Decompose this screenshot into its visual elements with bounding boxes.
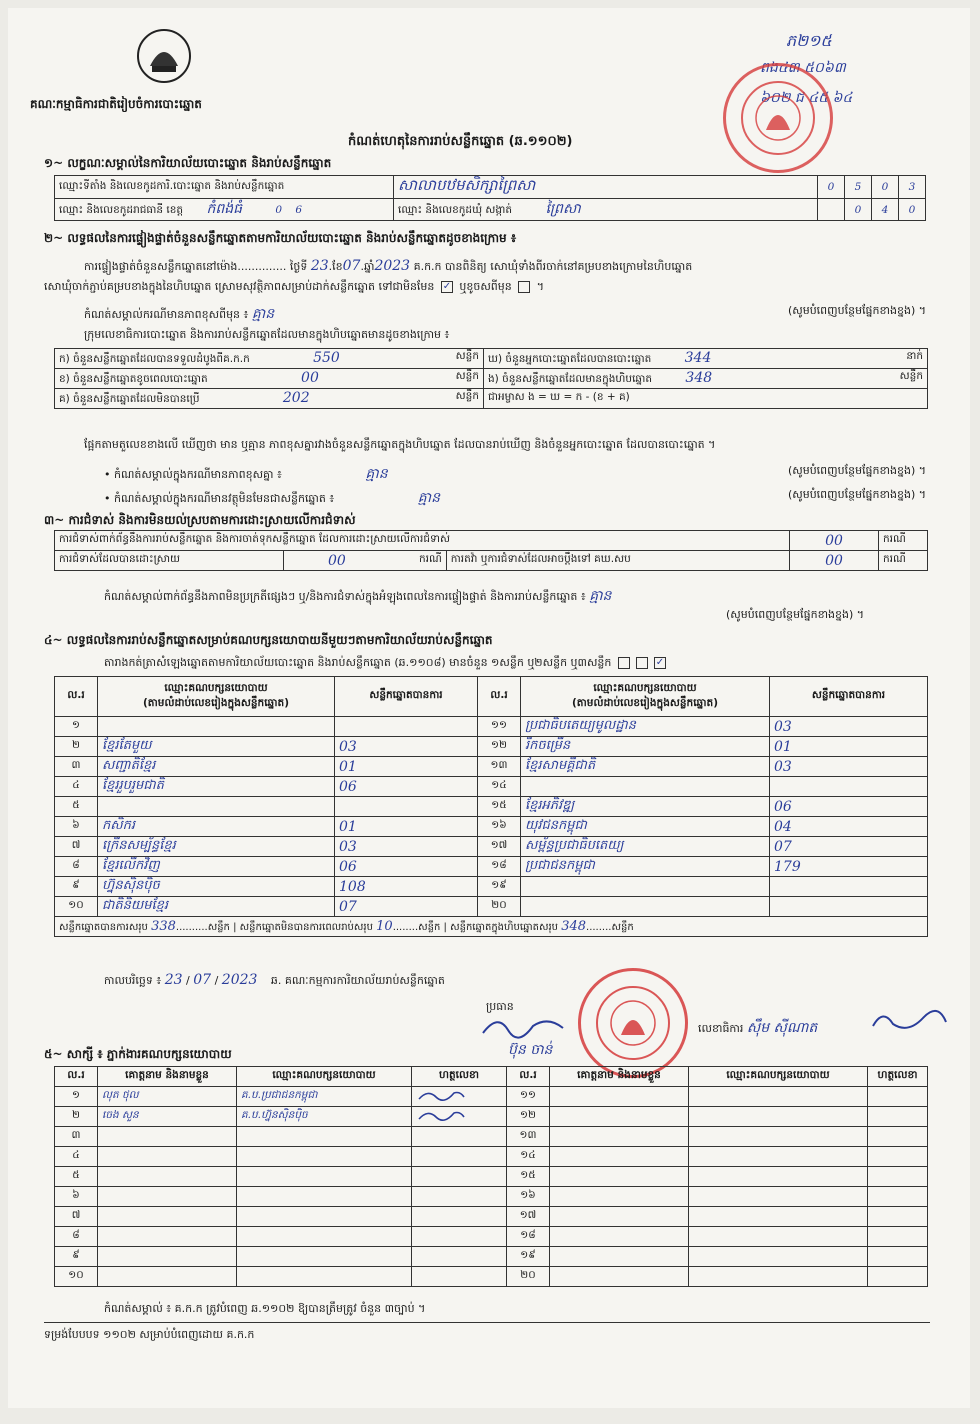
totals-row: សន្លឹកឆ្នោតបានការសរុប 338..........សន្លឹក | សន្លឹកឆ្នោតមិនបានការពេលរាប់សរុប 10........សន្លឹក | សន្លឹកឆ្នោតក្នុងហិបឆ្នោតសរុប 348........សន្លឹក	[55, 917, 928, 937]
col-no: ល.រ	[55, 1067, 98, 1087]
party-name	[98, 797, 335, 817]
witness-signature	[412, 1187, 507, 1207]
valid-total: 338	[151, 918, 176, 934]
ngo-value: 348	[685, 369, 713, 386]
witness-name	[550, 1087, 689, 1107]
results-table	[54, 676, 928, 937]
party-votes	[770, 877, 928, 897]
handwritten-ref-3: ៦០២ ជ ៤៥ ៦៤	[760, 90, 853, 106]
party-no: ១៦	[478, 817, 521, 837]
commune-code-digit: 0	[845, 199, 872, 221]
party-votes: 04	[770, 817, 928, 837]
party-no: ១៨	[478, 857, 521, 877]
results-row	[55, 877, 928, 897]
date-line: កាលបរិច្ឆេទ ៖ 23 / 07 / 2023 ឆ. គណៈកម្មការការិយាល័យរាប់សន្លឹកឆ្នោត	[104, 972, 445, 988]
party-votes: 03	[770, 757, 928, 777]
party-no: ៣	[55, 757, 98, 777]
party-name: ក្រើនសម្ប័ន្ធខ្មែរ	[98, 837, 335, 857]
party-name: រីកចម្រើន	[521, 737, 770, 757]
checkbox-not-broken: ✓	[442, 281, 452, 292]
section4-heading: ៤~ លទ្ធផលនៃការរាប់សន្លឹកឆ្នោតសម្រាប់គណបក្សនយោបាយនីមួយៗតាមការិយាល័យរាប់សន្លឹកឆ្នោត	[44, 633, 493, 647]
witness-signature	[412, 1247, 507, 1267]
witness-signature	[412, 1207, 507, 1227]
party-no: ១៧	[478, 837, 521, 857]
witness-no: ១៧	[507, 1207, 550, 1227]
witness-signature	[868, 1227, 928, 1247]
party-votes: 108	[335, 877, 478, 897]
code-digit: 5	[845, 176, 872, 199]
checkbox-broken	[518, 281, 530, 293]
witness-name	[98, 1147, 237, 1167]
official-stamp-top	[723, 63, 833, 173]
witness-row	[55, 1127, 928, 1147]
col-no: ល.រ	[55, 677, 98, 717]
witness-no: ១៤	[507, 1147, 550, 1167]
section1-heading: ១~ លក្ខណៈសម្គាល់នៃការិយាល័យបោះឆ្នោត និងរាប់សន្លឹកឆ្នោត	[44, 156, 332, 170]
commune-code-digit: 0	[899, 199, 926, 221]
party-no: ៧	[55, 837, 98, 857]
witness-party	[689, 1267, 868, 1287]
party-votes: 01	[335, 757, 478, 777]
intro-line: ក្រុមលេខាធិការបោះឆ្នោត និងការរាប់សន្លឹកឆ្នោតដែលមានក្នុងហិបឆ្នោតមានដូចខាងក្រោម ៖	[84, 328, 450, 341]
form-note: ទម្រង់បែបបទ ១១០២ សម្រាប់បំពេញដោយ គ.ក.ក	[44, 1328, 255, 1341]
party-votes: 03	[770, 717, 928, 737]
witness-no: ៩	[55, 1247, 98, 1267]
seal-check-line: សោឃុំចាក់ភ្ជាប់គម្របខាងក្នុងនៃហិបឆ្នោត ស្រោមសុវត្ថិភាពសម្រាប់ដាក់សន្លឹកឆ្នោត ទៅជាមិនមែន ✓ ឬខូចសពីមុន ។	[44, 280, 545, 293]
diff-line: ផ្អែកតាមតួលេខខាងលើ ឃើញថា មាន ឬគ្មាន ភាពខុសគ្នារវាងចំនួនសន្លឹកឆ្នោតក្នុងហិបឆ្នោត ដែលបានរាប់ឃើញ និងចំនួនអ្នកបោះឆ្នោត ដែលបានបោះឆ្នោត ។	[84, 438, 716, 451]
witness-name	[98, 1267, 237, 1287]
party-name	[98, 717, 335, 737]
footer-note: កំណត់សម្គាល់ ៖ គ.ក.ក ត្រូវបំពេញ ឆ.១១០២ ឱ្យបានត្រឹមត្រូវ ចំនួន ៣ច្បាប់ ។	[104, 1302, 426, 1315]
verify-time-line: ការផ្ទៀងផ្ទាត់ចំនួនសន្លឹកឆ្នោតនៅម៉ោង.............. ថ្ងៃទី 23.ខែ07.ឆ្នាំ2023 គ.ក.ក បានពិនិត្យ សោឃុំទាំងពីរចាក់នៅគម្របខាងក្រោមនៃហិបឆ្នោត	[84, 258, 693, 274]
party-votes: 06	[770, 797, 928, 817]
appeal-value: 00	[790, 551, 879, 571]
party-no: ១០	[55, 897, 98, 917]
witness-name: លុត ថុល	[98, 1087, 237, 1107]
witness-signature	[868, 1267, 928, 1287]
witness-row	[55, 1267, 928, 1287]
witness-party: គ.ប.ប្រជាជនកម្ពុជា	[237, 1087, 412, 1107]
box-total: 348	[561, 918, 587, 934]
witness-party	[237, 1247, 412, 1267]
witness-no: ២០	[507, 1267, 550, 1287]
witness-no: ១៦	[507, 1187, 550, 1207]
witness-party	[689, 1107, 868, 1127]
witness-signature	[868, 1247, 928, 1267]
witness-signature	[868, 1107, 928, 1127]
witness-signature	[868, 1127, 928, 1147]
results-row	[55, 737, 928, 757]
witness-name	[550, 1247, 689, 1267]
witness-row	[55, 1247, 928, 1267]
witness-no: ១	[55, 1087, 98, 1107]
unit-case: ករណី	[879, 551, 928, 571]
form-title: កំណត់ហេតុនៃការរាប់សន្លឹកឆ្នោត (ឆ.១១០២)	[348, 134, 573, 149]
results-row	[55, 897, 928, 917]
results-row	[55, 797, 928, 817]
party-no: ១៣	[478, 757, 521, 777]
witness-name	[98, 1187, 237, 1207]
witness-party	[237, 1267, 412, 1287]
party-no: ១២	[478, 737, 521, 757]
section3-fill-note: (សូមបំពេញបន្ថែមផ្នែកខាងខ្នង) ។	[726, 608, 865, 621]
nec-logo-icon	[136, 28, 192, 84]
section4-intro: តារាងកត់ត្រាសំឡេងឆ្នោតតាមការិយាល័យបោះឆ្នោត និងរាប់សន្លឹកឆ្នោត (ឆ.១១០៨) មានចំនួន ១សន្លឹក ឬ២សន្លឹក ឬ៣សន្លឹក ✓	[104, 656, 665, 669]
ka-value: 550	[313, 349, 340, 366]
secretary-signature	[868, 1006, 948, 1040]
checkbox-2-sheets	[636, 657, 648, 669]
witness-signature	[412, 1267, 507, 1287]
party-name: ជាតិនិយមខ្មែរ	[98, 897, 335, 917]
footer-divider	[44, 1322, 930, 1323]
party-no: ១៥	[478, 797, 521, 817]
secretary-line: លេខាធិការ ស៊ឹម ស៊ីណាត	[698, 1020, 818, 1036]
invalid-total: 10	[376, 918, 393, 934]
witness-row	[55, 1167, 928, 1187]
party-no: ៩	[55, 877, 98, 897]
witness-signature	[412, 1147, 507, 1167]
witness-signature	[868, 1087, 928, 1107]
bullet-diff: • កំណត់សម្គាល់ក្នុងករណីមានភាពខុសគ្នា ៖ គ្មាន (សូមបំពេញបន្ថែមផ្នែកខាងខ្នង) ។	[104, 464, 926, 482]
party-no: ៥	[55, 797, 98, 817]
witness-name	[550, 1147, 689, 1167]
witness-signature	[868, 1147, 928, 1167]
witness-signature	[868, 1167, 928, 1187]
witness-party	[237, 1207, 412, 1227]
bullet-objects: • កំណត់សម្គាល់ក្នុងករណីមានវត្ថុមិនមែនជាសន្លឹកឆ្នោត ៖ គ្មាន (សូមបំពេញបន្ថែមផ្នែកខាងខ្នង) ។	[104, 488, 926, 506]
witness-signature	[412, 1087, 507, 1107]
results-row	[55, 717, 928, 737]
col-party: ឈ្មោះគណបក្សនយោបាយ (តាមលំដាប់លេខរៀងក្នុងសន្លឹកឆ្នោត)	[98, 677, 335, 717]
party-votes	[770, 777, 928, 797]
party-name: សម្ព័ន្ធប្រជាធិបតេយ្យ	[521, 837, 770, 857]
chair-label: ប្រធាន	[486, 1000, 514, 1013]
party-name: ខ្មែររួបរួមជាតិ	[98, 777, 335, 797]
party-name: ហ្វ៊ុនស៊ិនប៉ិច	[98, 877, 335, 897]
party-votes: 01	[335, 817, 478, 837]
witness-no: ១១	[507, 1087, 550, 1107]
col-sign: ហត្ថលេខា	[868, 1067, 928, 1087]
party-name: កសិករ	[98, 817, 335, 837]
witness-party	[689, 1207, 868, 1227]
witness-no: ៨	[55, 1227, 98, 1247]
col-votes: សន្លឹកឆ្នោតបានការ	[335, 677, 478, 717]
witness-name	[550, 1227, 689, 1247]
witness-name	[550, 1207, 689, 1227]
code-digit: 0	[872, 176, 899, 199]
results-row	[55, 757, 928, 777]
kho-value: 344	[684, 349, 712, 366]
results-row	[55, 817, 928, 837]
col-no: ល.រ	[507, 1067, 550, 1087]
witness-party	[689, 1127, 868, 1147]
witness-name	[550, 1267, 689, 1287]
location-label: ឈ្មោះទីតាំង និងលេខកូដការិ.បោះឆ្នោត និងរាប់សន្លឹកឆ្នោត	[55, 176, 394, 199]
party-votes	[335, 717, 478, 737]
witness-row	[55, 1087, 928, 1107]
year-value: 2023	[374, 258, 411, 274]
official-stamp-bottom	[578, 968, 688, 1078]
commune-code-digit: 4	[872, 199, 899, 221]
witness-name	[550, 1107, 689, 1127]
party-name: ខ្មែរលើកវិញ	[98, 857, 335, 877]
witness-name	[98, 1247, 237, 1267]
witness-no: ៣	[55, 1127, 98, 1147]
witness-no: ៦	[55, 1187, 98, 1207]
witness-row	[55, 1147, 928, 1167]
section3-note: កំណត់សម្គាល់ពាក់ព័ន្ធនឹងភាពមិនប្រក្រតីផ្សេងៗ ឬ/និងការជំទាស់ក្នុងអំឡុងពេលនៃការផ្ទៀងផ្ទាត់ និងការរាប់សន្លឹកឆ្នោត ៖ គ្មាន	[104, 588, 612, 604]
witness-row	[55, 1187, 928, 1207]
appeal-label: ការតវ៉ា ឬការជំទាស់ដែលអាចប្តឹងទៅ គឃ.សប	[446, 551, 789, 571]
witness-party	[689, 1087, 868, 1107]
party-votes: 07	[335, 897, 478, 917]
party-no: ២	[55, 737, 98, 757]
witness-party	[689, 1247, 868, 1267]
col-sign: ហត្ថលេខា	[412, 1067, 507, 1087]
ka-row: ក) ចំនួនសន្លឹកឆ្នោតដែលបានទទួលដំបូងពីគ.ក.ក 550 សន្លឹក	[55, 349, 484, 369]
party-name	[521, 877, 770, 897]
witness-party	[689, 1227, 868, 1247]
witness-row	[55, 1227, 928, 1247]
party-name: ខ្មែរអភិវឌ្ឍ	[521, 797, 770, 817]
party-no: ៤	[55, 777, 98, 797]
witness-row	[55, 1107, 928, 1127]
section5-heading: ៥~ សាក្សី ៖ ភ្នាក់ងារគណបក្សនយោបាយ	[44, 1047, 232, 1061]
party-name	[521, 777, 770, 797]
party-name: ប្រជាធិបតេយ្យមូលដ្ឋាន	[521, 717, 770, 737]
checkbox-3-sheets: ✓	[655, 657, 665, 668]
witness-signature	[868, 1187, 928, 1207]
province-label: ឈ្មោះ និងលេខកូដរាជធានី ខេត្ត កំពង់ធំ 0 6	[55, 199, 394, 221]
ko-row: គ) ចំនួនសន្លឹកឆ្នោតដែលមិនបានប្រើ 202 សន្លឹក	[55, 389, 484, 409]
party-votes: 06	[335, 777, 478, 797]
resolved-label: ការជំទាស់ដែលបានដោះស្រាយ	[55, 551, 284, 571]
party-no: ៨	[55, 857, 98, 877]
witness-signature	[412, 1227, 507, 1247]
witness-name	[550, 1167, 689, 1187]
handwritten-ref-1: ភ២១៥	[786, 31, 832, 50]
document-page	[8, 8, 970, 1408]
witness-signature	[412, 1167, 507, 1187]
province-value: កំពង់ធំ	[206, 201, 242, 217]
col-no: ល.រ	[478, 677, 521, 717]
code-digit: 3	[899, 176, 926, 199]
party-votes: 01	[770, 737, 928, 757]
party-votes: 07	[770, 837, 928, 857]
results-row	[55, 857, 928, 877]
section2-heading: ២~ លទ្ធផលនៃការផ្ទៀងផ្ទាត់ចំនួនសន្លឹកឆ្នោតតាមការិយាល័យបោះឆ្នោត និងរាប់សន្លឹកឆ្នោតដូចខាងក្រោម ៖	[44, 231, 517, 245]
code-digit: 0	[818, 176, 845, 199]
witness-signature	[412, 1127, 507, 1147]
witness-no: ១៨	[507, 1227, 550, 1247]
objections-table	[54, 530, 928, 571]
party-no: ២០	[478, 897, 521, 917]
results-row	[55, 777, 928, 797]
witness-signature	[868, 1207, 928, 1227]
secretary-name: ស៊ឹម ស៊ីណាត	[746, 1020, 818, 1036]
witness-no: ៧	[55, 1207, 98, 1227]
day-value: 23	[310, 258, 329, 274]
resolved-value: 00	[328, 552, 346, 569]
party-no: ១១	[478, 717, 521, 737]
party-name	[521, 897, 770, 917]
party-no: ១៩	[478, 877, 521, 897]
col-name: គោត្តនាម និងនាមខ្លួន	[550, 1067, 689, 1087]
party-votes: 06	[335, 857, 478, 877]
witness-no: ១៥	[507, 1167, 550, 1187]
witness-table	[54, 1066, 928, 1287]
counts-table	[54, 348, 928, 409]
witness-party	[689, 1147, 868, 1167]
chair-name: ប៊ុន ចាន់	[508, 1042, 553, 1058]
section1-table	[54, 175, 926, 221]
party-votes: 03	[335, 837, 478, 857]
commune-value: ព្រៃសា	[545, 201, 581, 217]
witness-party	[689, 1187, 868, 1207]
org-name: គណៈកម្មាធិការជាតិរៀបចំការបោះឆ្នោត	[30, 97, 202, 111]
party-votes	[770, 897, 928, 917]
witness-name	[550, 1127, 689, 1147]
objection-value-1: 00	[790, 531, 879, 551]
witness-party	[689, 1167, 868, 1187]
unit-case: ករណី	[879, 531, 928, 551]
results-row	[55, 837, 928, 857]
witness-signature	[412, 1107, 507, 1127]
witness-name	[98, 1167, 237, 1187]
witness-name	[98, 1227, 237, 1247]
note-line-1: កំណត់សម្គាល់ករណីមានភាពខុសពីមុន ៖ គ្មាន (សូមបំពេញបន្ថែមផ្នែកខាងខ្នង) ។	[84, 304, 926, 322]
witness-no: ២	[55, 1107, 98, 1127]
witness-party: គ.ប.ហ្វ៊ុនស៊ិនប៉ិច	[237, 1107, 412, 1127]
witness-party	[237, 1187, 412, 1207]
witness-row	[55, 1207, 928, 1227]
party-no: ១៤	[478, 777, 521, 797]
witness-party	[237, 1167, 412, 1187]
witness-no: ៤	[55, 1147, 98, 1167]
party-name: សញ្ជាតិខ្មែរ	[98, 757, 335, 777]
witness-no: ១៣	[507, 1127, 550, 1147]
commune-label: ឈ្មោះ និងលេខកូដឃុំ សង្កាត់ ព្រៃសា	[394, 199, 818, 221]
section3-heading: ៣~ ការជំទាស់ និងការមិនយល់ស្របតាមការដោះស្រាយលើការជំទាស់	[44, 513, 356, 527]
ngo-row: ង) ចំនួនសន្លឹកឆ្នោតដែលមានក្នុងហិបឆ្នោត 348 សន្លឹក	[484, 369, 928, 389]
witness-no: ១០	[55, 1267, 98, 1287]
col-name: គោត្តនាម និងនាមខ្លួន	[98, 1067, 237, 1087]
resolved-value-cell: 00 ករណី	[284, 551, 447, 571]
party-name: ប្រជាជនកម្ពុជា	[521, 857, 770, 877]
party-votes	[335, 797, 478, 817]
witness-no: ៥	[55, 1167, 98, 1187]
ko-value: 202	[282, 389, 310, 406]
party-name: យុវជនកម្ពុជា	[521, 817, 770, 837]
col-party: ឈ្មោះគណបក្សនយោបាយ	[237, 1067, 412, 1087]
party-name: ខ្មែរសាមគ្គីជាតិ	[521, 757, 770, 777]
handwritten-ref-2: ពង៤៣ ៥០៦៣	[760, 60, 846, 76]
kho-row: ឃ) ចំនួនអ្នកបោះឆ្នោតដែលបានបោះឆ្នោត 344 នាក់	[484, 349, 928, 369]
witness-no: ១២	[507, 1107, 550, 1127]
party-votes: 03	[335, 737, 478, 757]
month-value: 07	[342, 258, 361, 274]
checkbox-1-sheet	[618, 657, 630, 669]
formula: ជាអម្ចាស ង = ឃ = ក - (ខ + គ)	[484, 389, 928, 409]
objection-row-1: ការជំទាស់ពាក់ព័ន្ធនឹងការរាប់សន្លឹកឆ្នោត និងការចាត់ទុកសន្លឹកឆ្នោត ដែលការដោះស្រាយលើការជំទាស់	[55, 531, 790, 551]
witness-name	[98, 1207, 237, 1227]
kha-value: 00	[301, 369, 319, 386]
party-votes: 179	[770, 857, 928, 877]
witness-name: ចេង សួន	[98, 1107, 237, 1127]
col-party: ឈ្មោះគណបក្សនយោបាយ (តាមលំដាប់លេខរៀងក្នុងសន្លឹកឆ្នោត)	[521, 677, 770, 717]
witness-party	[237, 1147, 412, 1167]
witness-party	[237, 1127, 412, 1147]
witness-name	[98, 1127, 237, 1147]
party-name: ខ្មែរតែមួយ	[98, 737, 335, 757]
witness-name	[550, 1187, 689, 1207]
witness-no: ១៩	[507, 1247, 550, 1267]
col-party: ឈ្មោះគណបក្សនយោបាយ	[689, 1067, 868, 1087]
kha-row: ខ) ចំនួនសន្លឹកឆ្នោតខូចពេលបោះឆ្នោត 00 សន្លឹក	[55, 369, 484, 389]
col-votes: សន្លឹកឆ្នោតបានការ	[770, 677, 928, 717]
party-no: ១	[55, 717, 98, 737]
location-value: សាលាបឋមសិក្សាព្រៃសា	[394, 176, 818, 199]
party-no: ៦	[55, 817, 98, 837]
witness-party	[237, 1227, 412, 1247]
